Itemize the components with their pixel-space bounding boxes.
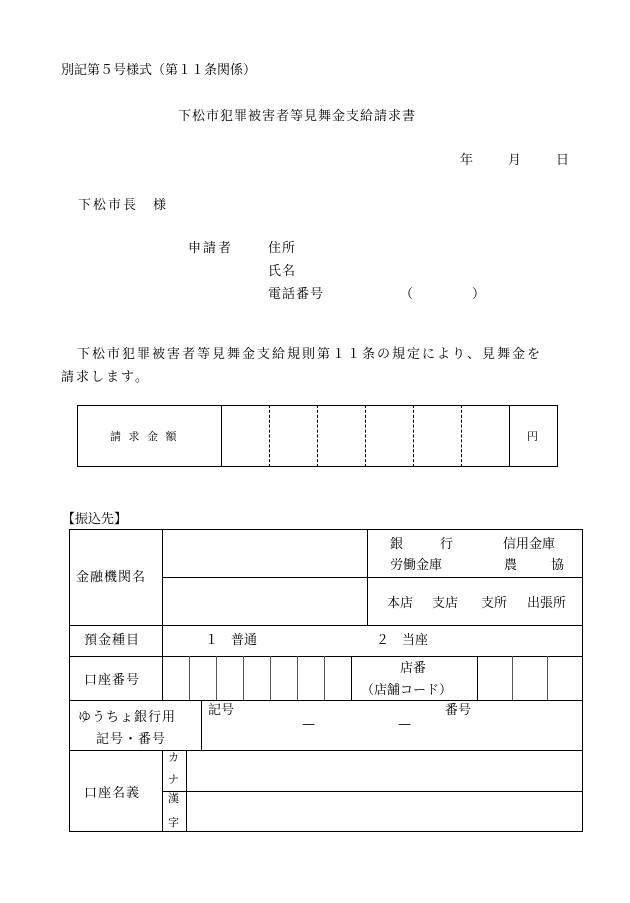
amount-digit-divider [413,405,414,467]
amount-unit-divider [509,405,510,467]
amount-digit-divider [461,405,462,467]
store-code-label: （店舗コード） [361,683,453,698]
amount-label-divider [221,405,222,467]
addressee: 下松市長 様 [78,198,169,213]
transfer-table-bottom [69,831,583,832]
kana-char-2: ナ [168,773,179,786]
yucho-number-label: 番号 [445,703,472,718]
amount-digit-divider [365,405,366,467]
store-digit-divider [547,656,548,701]
account-digit-divider [297,656,298,701]
account-digit-divider [243,656,244,701]
amount-digit-divider [269,405,270,467]
inst-type-shinkin: 信用金庫 [503,537,556,552]
account-row-bottom [69,700,583,701]
date-year-label: 年 [460,153,474,168]
institution-type-divider [367,529,368,625]
inst-type-nokyo-1: 農 [504,558,518,573]
inst-type-bank-1: 銀 [390,537,404,552]
inst-type-bank-2: 行 [440,537,454,552]
branch-type-shiten: 支店 [432,596,459,611]
yucho-dash-2: — [398,717,411,732]
institution-mid-line [162,577,582,578]
phone-label: 電話番号 [268,287,325,302]
yucho-dash-1: — [302,717,315,732]
yucho-label-line1: ゆうちょ銀行用 [78,710,177,725]
applicant-label: 申請者 [188,241,234,256]
yucho-col-divider [201,700,202,751]
body-text-line2: 請求します。 [61,370,150,385]
transfer-table-left [69,529,70,832]
amount-digit-divider [317,405,318,467]
account-col-divider [162,656,163,701]
phone-paren-close: ） [472,287,486,302]
institution-label: 金融機関名 [76,570,147,585]
yucho-label-line2: 記号・番号 [96,732,167,747]
account-digit-divider [216,656,217,701]
account-digit-divider [324,656,325,701]
account-digit-divider [189,656,190,701]
account-digit-divider [270,656,271,701]
page-title: 下松市犯罪被害者等見舞金支給請求書 [178,109,417,124]
kanji-char-2: 字 [168,816,179,829]
form-number: 別記第５号様式（第１１条関係） [61,63,257,78]
name-label: 氏名 [268,264,297,279]
phone-paren-open: （ [400,287,414,302]
account-number-label: 口座番号 [84,673,141,688]
yucho-row-bottom [69,750,583,751]
transfer-table-top [69,529,583,530]
amount-label: 請 求 金 額 [110,430,177,443]
amount-unit: 円 [527,430,538,443]
store-number-label: 店番 [400,661,427,676]
account-store-divider [351,656,352,701]
account-holder-label: 口座名義 [84,786,141,801]
holder-mid-line [162,791,582,792]
transfer-table-right [582,529,583,832]
inst-type-nokyo-2: 協 [551,558,565,573]
deposit-type-label: 預金種目 [84,633,141,648]
transfer-heading: 【振込先】 [62,512,128,527]
store-code-divider [477,656,478,701]
kana-char-1: カ [168,751,179,764]
deposit-option-ordinary: １ 普通 [205,633,258,648]
date-month-label: 月 [508,153,522,168]
branch-type-shutchojo: 出張所 [527,596,567,611]
deposit-row-bottom [69,656,583,657]
address-label: 住所 [268,241,297,256]
deposit-option-current: ２ 当座 [376,633,429,648]
store-digit-divider [512,656,513,701]
yucho-symbol-label: 記号 [208,703,235,718]
inst-type-rokin: 労働金庫 [390,558,443,573]
branch-type-shisho: 支所 [481,596,508,611]
branch-type-honten: 本店 [387,596,414,611]
deposit-col-divider [162,625,163,657]
body-text-line1: 下松市犯罪被害者等見舞金支給規則第１１条の規定により、見舞金を [77,347,543,362]
kanji-char-1: 漢 [168,792,179,805]
institution-row-bottom [69,625,583,626]
date-day-label: 日 [556,153,570,168]
